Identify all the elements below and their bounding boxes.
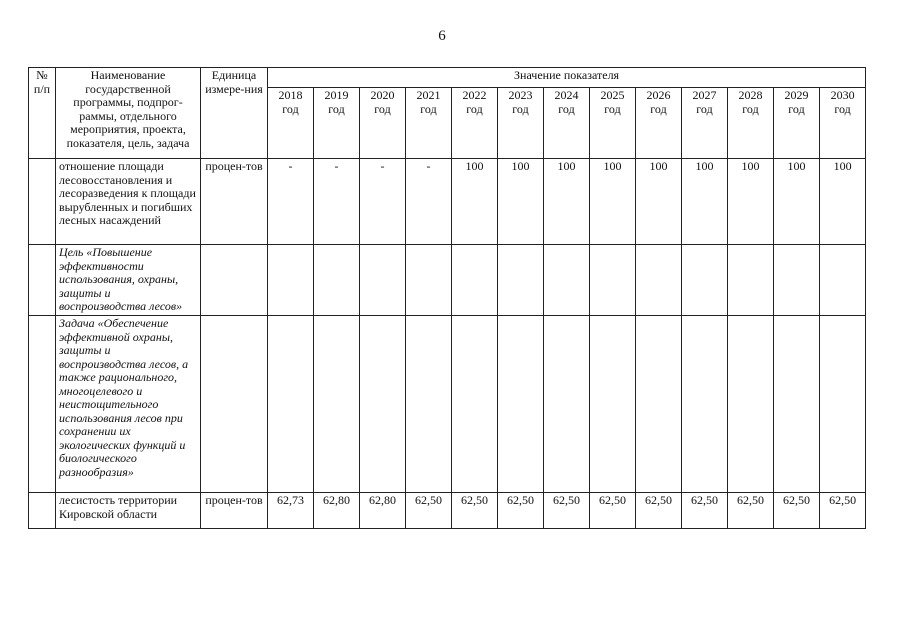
row-name: Цель «Повышение эффективности использования, охраны, защиты и воспроизводства лесов»: [56, 245, 201, 316]
row-value: [728, 316, 774, 493]
header-num: № п/п: [29, 68, 56, 159]
row-value: [590, 316, 636, 493]
row-name: лесистость территории Кировской области: [56, 493, 201, 529]
row-num: [29, 245, 56, 316]
row-value: [636, 316, 682, 493]
row-value: 100: [498, 159, 544, 245]
row-value: 100: [820, 159, 866, 245]
row-value: 62,50: [636, 493, 682, 529]
header-year: 2026 год: [636, 88, 682, 159]
indicators-table: [28, 67, 866, 529]
row-value: -: [314, 159, 360, 245]
row-value: [498, 316, 544, 493]
header-year: 2027 год: [682, 88, 728, 159]
row-value: 100: [590, 159, 636, 245]
row-value: [774, 245, 820, 316]
header-year: 2030 год: [820, 88, 866, 159]
table-row: [29, 493, 866, 529]
row-value: [360, 245, 406, 316]
header-name: Наименование государственной программы, подпрог-раммы, отдельного мероприятия, проекта, показателя, цель, задача: [56, 68, 201, 159]
row-unit: [201, 245, 268, 316]
row-name: Задача «Обеспечение эффективной охраны, защиты и воспроизводства лесов, а также рационального, многоцелевого и неистощительного использования лесов при сохранении их экологических функций и биологического разнообразия»: [56, 316, 201, 493]
row-value: [774, 316, 820, 493]
row-value: [406, 245, 452, 316]
row-value: [452, 316, 498, 493]
row-value: 62,50: [682, 493, 728, 529]
row-value: 100: [682, 159, 728, 245]
row-value: 62,50: [498, 493, 544, 529]
row-value: 62,50: [774, 493, 820, 529]
row-value: 100: [728, 159, 774, 245]
row-value: [728, 245, 774, 316]
row-value: 100: [774, 159, 820, 245]
row-value: [314, 316, 360, 493]
header-value-group: Значение показателя: [268, 68, 866, 88]
row-value: [682, 245, 728, 316]
row-value: 100: [452, 159, 498, 245]
row-value: 62,73: [268, 493, 314, 529]
row-value: 62,80: [314, 493, 360, 529]
row-value: 62,50: [406, 493, 452, 529]
row-value: [820, 316, 866, 493]
row-value: [544, 316, 590, 493]
row-value: -: [360, 159, 406, 245]
row-value: [682, 316, 728, 493]
header-year: 2023 год: [498, 88, 544, 159]
row-value: -: [268, 159, 314, 245]
table-row: [29, 316, 866, 493]
row-value: 62,50: [590, 493, 636, 529]
header-year: 2019 год: [314, 88, 360, 159]
row-value: 62,50: [728, 493, 774, 529]
row-value: [406, 316, 452, 493]
row-value: [636, 245, 682, 316]
row-value: [268, 245, 314, 316]
row-value: 62,80: [360, 493, 406, 529]
row-value: [544, 245, 590, 316]
header-year: 2025 год: [590, 88, 636, 159]
page-number: 6: [438, 28, 446, 44]
row-unit: [201, 316, 268, 493]
row-value: [452, 245, 498, 316]
table-row: [29, 159, 866, 245]
row-value: [314, 245, 360, 316]
row-value: [590, 245, 636, 316]
header-year: 2022 год: [452, 88, 498, 159]
row-value: [360, 316, 406, 493]
row-unit: процен-тов: [201, 493, 268, 529]
row-num: [29, 316, 56, 493]
row-unit: процен-тов: [201, 159, 268, 245]
row-value: 62,50: [544, 493, 590, 529]
header-year: 2020 год: [360, 88, 406, 159]
row-value: [268, 316, 314, 493]
row-value: 62,50: [452, 493, 498, 529]
header-unit: Единица измере-ния: [201, 68, 268, 159]
row-num: [29, 493, 56, 529]
row-value: [498, 245, 544, 316]
row-value: -: [406, 159, 452, 245]
row-value: 62,50: [820, 493, 866, 529]
header-year: 2029 год: [774, 88, 820, 159]
row-name: отношение площади лесовосстановления и лесоразведения к площади вырубленных и погибших лесных насаждений: [56, 159, 201, 245]
row-value: 100: [544, 159, 590, 245]
row-value: [820, 245, 866, 316]
row-num: [29, 159, 56, 245]
row-value: 100: [636, 159, 682, 245]
table-row: [29, 245, 866, 316]
header-year: 2021 год: [406, 88, 452, 159]
header-year: 2018 год: [268, 88, 314, 159]
header-year: 2024 год: [544, 88, 590, 159]
header-year: 2028 год: [728, 88, 774, 159]
